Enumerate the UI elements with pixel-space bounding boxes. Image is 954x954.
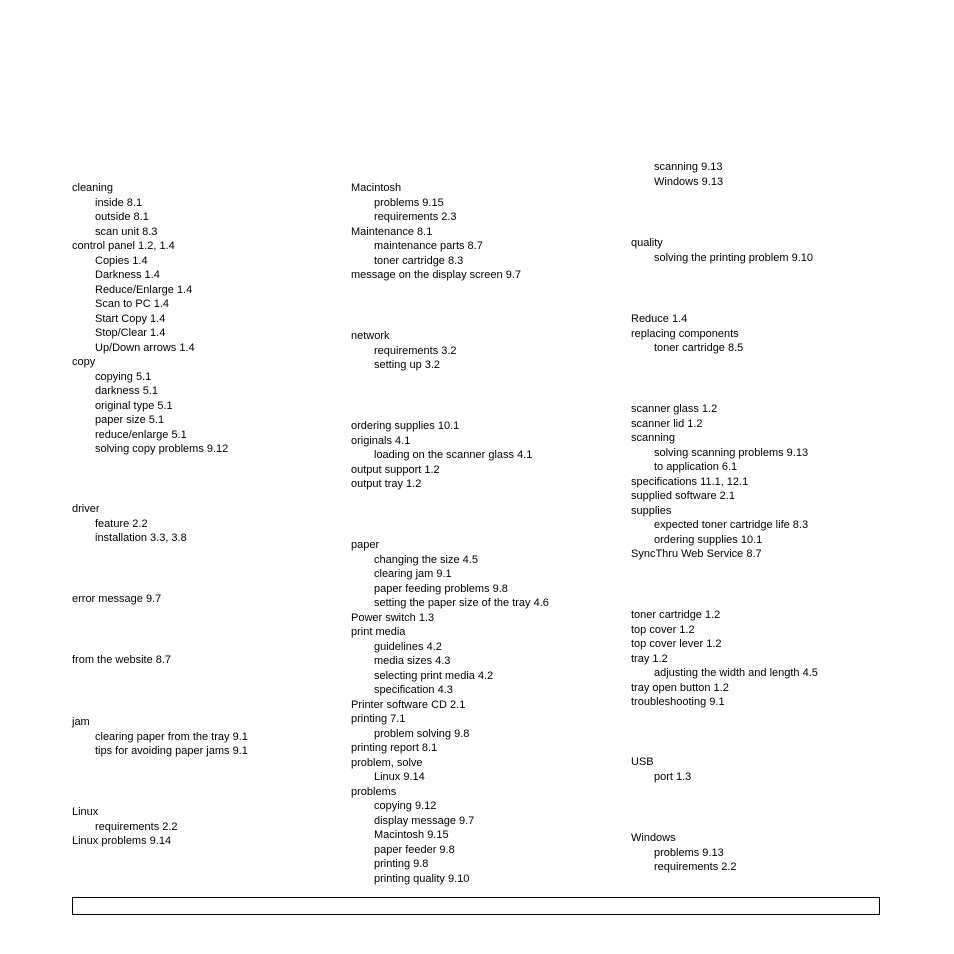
footer-box <box>72 897 880 915</box>
index-subentry: printing 9.8 <box>374 858 429 870</box>
index-entry: scanner lid 1.2 <box>631 417 703 430</box>
index-entry: top cover 1.2 <box>631 623 695 636</box>
index-group <box>72 715 248 759</box>
index-subentry: inside 8.1 <box>95 196 143 209</box>
index-subentry: Scan to PC 1.4 <box>95 298 169 310</box>
index-subentry: toner cartridge 8.3 <box>374 254 464 267</box>
index-entry: supplies <box>631 504 672 517</box>
index-group <box>631 608 818 710</box>
index-entry: Windows <box>631 832 676 844</box>
index-subentry: copying 9.12 <box>374 800 437 812</box>
index-entry: quality <box>631 237 663 249</box>
index-subentry: installation 3.3, 3.8 <box>95 532 187 544</box>
index-entry: cleaning <box>72 182 113 194</box>
index-subentry: scan unit 8.3 <box>95 225 158 238</box>
index-group <box>631 160 723 189</box>
index-group <box>351 419 532 492</box>
index-entry: tray open button 1.2 <box>631 681 729 694</box>
index-subentry: problems 9.13 <box>654 846 724 859</box>
index-entry: printing 7.1 <box>351 713 406 725</box>
index-entry: Linux <box>72 806 99 818</box>
index-subentry: loading on the scanner glass 4.1 <box>374 449 533 461</box>
index-subentry: Darkness 1.4 <box>95 269 160 281</box>
index-group <box>631 236 813 265</box>
index-group <box>631 755 691 784</box>
index-entry: scanner glass 1.2 <box>631 403 718 415</box>
index-subentry: solving scanning problems 9.13 <box>654 446 809 459</box>
index-subentry: ordering supplies 10.1 <box>654 533 763 546</box>
index-entry: output support 1.2 <box>351 463 440 476</box>
index-subentry: expected toner cartridge life 8.3 <box>654 519 809 531</box>
index-entry: Linux problems 9.14 <box>72 835 172 847</box>
index-subentry: specification 4.3 <box>374 684 453 696</box>
index-group <box>72 502 187 546</box>
index-entry: Maintenance 8.1 <box>351 225 433 238</box>
index-subentry: selecting print media 4.2 <box>374 669 494 682</box>
index-entry: paper <box>351 539 380 551</box>
index-group <box>351 329 457 373</box>
index-entry: troubleshooting 9.1 <box>631 696 725 708</box>
index-entry: output tray 1.2 <box>351 478 422 490</box>
index-entry: replacing components <box>631 327 739 340</box>
index-subentry: requirements 2.3 <box>374 211 457 223</box>
index-entry: printing report 8.1 <box>351 742 438 754</box>
index-subentry: requirements 2.2 <box>654 861 737 873</box>
index-subentry: clearing jam 9.1 <box>374 568 452 580</box>
index-entry: problems <box>351 785 397 798</box>
index-subentry: Up/Down arrows 1.4 <box>95 341 195 354</box>
index-entry: copy <box>72 356 96 368</box>
index-subentry: problems 9.15 <box>374 196 444 209</box>
index-subentry: paper size 5.1 <box>95 414 165 426</box>
index-entry: toner cartridge 1.2 <box>631 609 721 621</box>
index-group <box>631 312 743 356</box>
index-entry: print media <box>351 626 406 638</box>
index-subentry: solving the printing problem 9.10 <box>654 251 813 264</box>
index-entry: Macintosh <box>351 182 402 194</box>
index-subentry: port 1.3 <box>654 770 692 783</box>
index-entry: specifications 11.1, 12.1 <box>631 475 749 488</box>
index-entry: SyncThru Web Service 8.7 <box>631 548 762 560</box>
index-subentry: Stop/Clear 1.4 <box>95 327 166 339</box>
index-entry: ordering supplies 10.1 <box>351 420 460 432</box>
index-subentry: toner cartridge 8.5 <box>654 342 744 354</box>
index-entry: control panel 1.2, 1.4 <box>72 240 175 252</box>
index-subentry: feature 2.2 <box>95 517 148 530</box>
index-subentry: paper feeder 9.8 <box>374 843 455 856</box>
index-entry: originals 4.1 <box>351 434 411 447</box>
index-entry: Reduce 1.4 <box>631 313 688 325</box>
index-subentry: Macintosh 9.15 <box>374 829 449 841</box>
index-subentry: setting up 3.2 <box>374 359 441 371</box>
index-subentry: solving copy problems 9.12 <box>95 443 229 455</box>
index-group <box>631 831 737 875</box>
index-entry: tray 1.2 <box>631 652 668 665</box>
index-subentry: clearing paper from the tray 9.1 <box>95 730 248 743</box>
index-entry: message on the display screen 9.7 <box>351 269 521 281</box>
index-entry: Power switch 1.3 <box>351 611 435 624</box>
index-entry: jam <box>72 716 90 728</box>
index-subentry: original type 5.1 <box>95 399 173 412</box>
index-entry: network <box>351 330 390 342</box>
index-group <box>72 181 228 457</box>
index-subentry: reduce/enlarge 5.1 <box>95 428 187 441</box>
index-subentry: changing the size 4.5 <box>374 553 478 566</box>
index-group <box>631 402 808 562</box>
index-subentry: requirements 2.2 <box>95 820 178 833</box>
index-subentry: Start Copy 1.4 <box>95 312 166 325</box>
index-subentry: problem solving 9.8 <box>374 727 470 740</box>
index-group <box>72 592 161 607</box>
index-subentry: Windows 9.13 <box>654 175 724 188</box>
index-subentry: maintenance parts 8.7 <box>374 240 483 252</box>
index-entry: from the website 8.7 <box>72 654 172 666</box>
index-subentry: media sizes 4.3 <box>374 655 451 667</box>
index-subentry: darkness 5.1 <box>95 385 158 397</box>
index-subentry: display message 9.7 <box>374 814 475 827</box>
index-subentry: setting the paper size of the tray 4.6 <box>374 597 549 609</box>
index-group <box>72 653 171 668</box>
index-subentry: outside 8.1 <box>95 211 149 223</box>
index-entry: problem, solve <box>351 756 423 769</box>
index-subentry: Reduce/Enlarge 1.4 <box>95 283 193 296</box>
index-subentry: copying 5.1 <box>95 370 152 383</box>
index-subentry: guidelines 4.2 <box>374 640 442 653</box>
index-group <box>351 181 521 283</box>
index-subentry: tips for avoiding paper jams 9.1 <box>95 745 248 757</box>
index-subentry: adjusting the width and length 4.5 <box>654 667 818 679</box>
index-subentry: requirements 3.2 <box>374 344 457 357</box>
index-entry: Printer software CD 2.1 <box>351 698 466 711</box>
index-entry: top cover lever 1.2 <box>631 638 722 650</box>
index-entry: supplied software 2.1 <box>631 490 735 502</box>
index-subentry: to application 6.1 <box>654 461 738 473</box>
index-group <box>72 805 178 849</box>
index-subentry: Linux 9.14 <box>374 771 425 783</box>
index-subentry: printing quality 9.10 <box>374 872 470 885</box>
index-subentry: Copies 1.4 <box>95 254 148 267</box>
index-subentry: paper feeding problems 9.8 <box>374 582 508 595</box>
index-entry: scanning <box>631 432 676 444</box>
index-entry: driver <box>72 503 100 515</box>
index-group <box>351 538 549 886</box>
index-entry: error message 9.7 <box>72 593 162 605</box>
index-subentry: scanning 9.13 <box>654 161 723 173</box>
index-entry: USB <box>631 756 654 768</box>
